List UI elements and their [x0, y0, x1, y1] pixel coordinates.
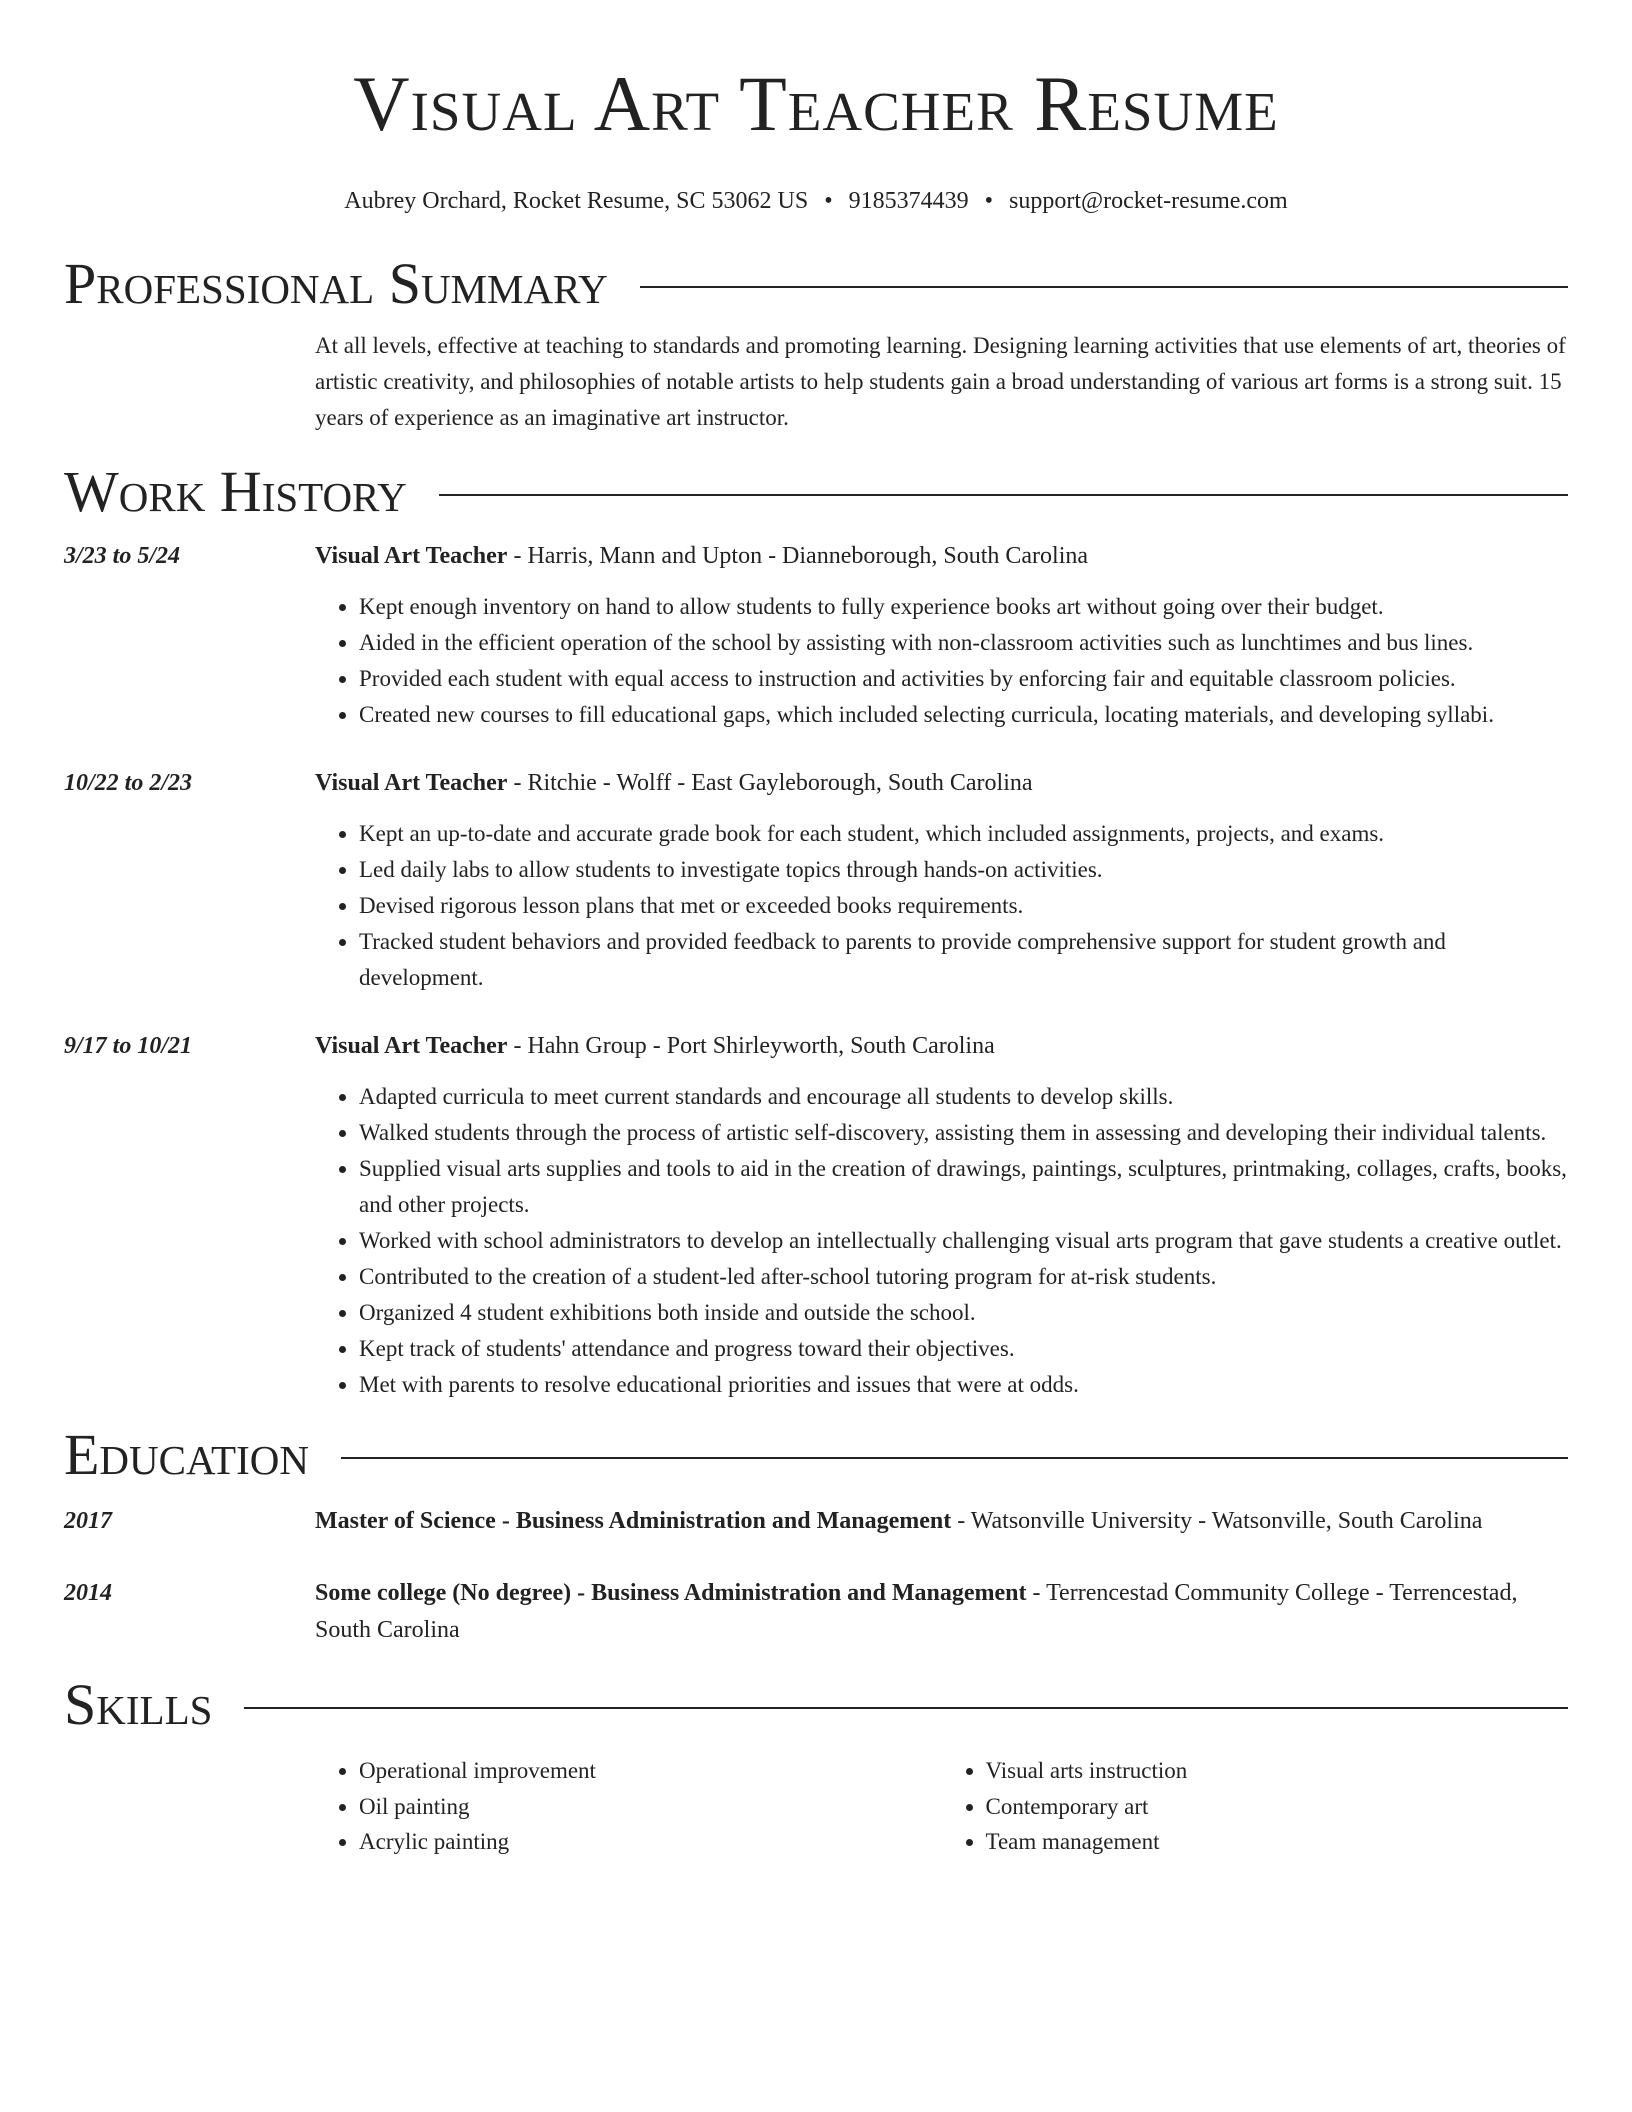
job-heading [315, 1028, 1568, 1065]
list-item: • Aided in the efficient operation of the school by assisting with non-classroom activities such as lunchtimes and bus lines. [359, 625, 1568, 661]
section-heading-summary: Professional Summary [64, 251, 608, 316]
education-degree: Master of Science - Business Administration and Management [315, 1508, 952, 1534]
list-item: • Walked students through the process of artistic self-discovery, assisting them in assessing and developing their individual talents. [359, 1115, 1568, 1151]
section-divider [439, 494, 1568, 496]
education-degree: Some college (No degree) - Business Administration and Management [315, 1580, 1027, 1606]
education-line [315, 1503, 1568, 1540]
section-heading-work: Work History [64, 459, 407, 524]
summary-body [315, 328, 1568, 436]
job-bullets [315, 589, 1568, 733]
skills-column-left [315, 1753, 942, 1860]
list-item: • Contributed to the creation of a student-led after-school tutoring program for at-risk students. [359, 1259, 1568, 1295]
list-item: • Kept enough inventory on hand to allow students to fully experience books art without going over their budget. [359, 589, 1568, 625]
contact-separator: • [984, 188, 994, 214]
resume-page [64, 0, 1568, 1860]
list-item: • Adapted curricula to meet current standards and encourage all students to develop skills. [359, 1079, 1568, 1115]
contact-separator: • [824, 188, 833, 214]
job-heading [315, 765, 1568, 802]
job-entry [64, 1028, 1568, 1403]
job-title: Visual Art Teacher [315, 543, 508, 569]
skills-list [315, 1753, 1568, 1860]
contact-address: Aubrey Orchard, Rocket Resume, SC 53062 US [344, 188, 809, 214]
job-details: - Hahn Group - Port Shirleyworth, South Carolina [507, 1033, 995, 1059]
education-year: 2014 [64, 1580, 112, 1606]
skill-item: • Contemporary art [986, 1789, 1569, 1825]
education-entry [64, 1575, 1568, 1649]
list-item: • Devised rigorous lesson plans that met or exceeded books requirements. [359, 888, 1568, 924]
contact-line [64, 186, 1568, 216]
education-year: 2017 [64, 1508, 112, 1534]
job-details: - Harris, Mann and Upton - Dianneborough, South Carolina [507, 543, 1089, 569]
education-section-header [64, 1422, 1568, 1487]
summary-section-header [64, 251, 1568, 316]
skill-item: • Acrylic painting [359, 1824, 942, 1860]
education-details: - Terrencestad Community College - Terrencestad, South Carolina [315, 1580, 1518, 1643]
education-line [315, 1575, 1568, 1649]
skill-item: • Operational improvement [359, 1753, 942, 1789]
job-entry [64, 765, 1568, 996]
list-item: • Supplied visual arts supplies and tools to aid in the creation of drawings, paintings, sculptures, printmaking, collages, crafts, books, and other projects. [359, 1151, 1568, 1223]
list-item: • Organized 4 student exhibitions both inside and outside the school. [359, 1295, 1568, 1331]
job-bullets [315, 816, 1568, 996]
skill-item: • Oil painting [359, 1789, 942, 1825]
list-item: • Led daily labs to allow students to investigate topics through hands-on activities. [359, 852, 1568, 888]
education-details: - Watsonville University - Watsonville, South Carolina [951, 1508, 1483, 1534]
education-content [315, 1575, 1568, 1649]
section-heading-education: Education [64, 1422, 309, 1487]
summary-text: At all levels, effective at teaching to standards and promoting learning. Designing learning activities that use elements of art, theories of artistic creativity, and philosophies of notable artists to help students gain a broad understanding of various art forms is a strong suit. 15 years of experience as an imaginative art instructor. [315, 333, 1566, 430]
list-item: • Kept track of students' attendance and progress toward their objectives. [359, 1331, 1568, 1367]
list-item: • Kept an up-to-date and accurate grade book for each student, which included assignments, projects, and exams. [359, 816, 1568, 852]
job-title: Visual Art Teacher [315, 1033, 508, 1059]
contact-phone: 9185374439 [848, 188, 969, 214]
job-details: - Ritchie - Wolff - East Gayleborough, South Carolina [507, 770, 1033, 796]
list-item: • Provided each student with equal access to instruction and activities by enforcing fair and equitable classroom policies. [359, 661, 1568, 697]
skills-section-header [64, 1672, 1568, 1737]
list-item: • Worked with school administrators to develop an intellectually challenging visual arts program that gave students a creative outlet. [359, 1223, 1568, 1259]
contact-email: support@rocket-resume.com [1009, 188, 1288, 214]
job-content [315, 1028, 1568, 1403]
job-dates: 3/23 to 5/24 [64, 543, 181, 569]
section-divider [244, 1707, 1568, 1709]
section-divider [341, 1457, 1568, 1459]
education-entry [64, 1503, 1568, 1540]
job-heading [315, 538, 1568, 575]
job-dates: 10/22 to 2/23 [64, 770, 193, 796]
job-bullets [315, 1079, 1568, 1403]
skill-item: • Team management [986, 1824, 1569, 1860]
education-content [315, 1503, 1568, 1540]
skills-column-right [942, 1753, 1569, 1860]
job-title: Visual Art Teacher [315, 770, 508, 796]
job-dates: 9/17 to 10/21 [64, 1033, 193, 1059]
list-item: • Created new courses to fill educational gaps, which included selecting curricula, locating materials, and developing syllabi. [359, 697, 1568, 733]
job-content [315, 765, 1568, 996]
skill-item: • Visual arts instruction [986, 1753, 1569, 1789]
job-entry [64, 538, 1568, 733]
list-item: • Met with parents to resolve educational priorities and issues that were at odds. [359, 1367, 1568, 1403]
resume-title: Visual Art Teacher Resume [353, 60, 1279, 147]
job-content [315, 538, 1568, 733]
section-heading-skills: Skills [64, 1672, 213, 1737]
work-section-header [64, 459, 1568, 524]
section-divider [640, 286, 1568, 288]
list-item: • Tracked student behaviors and provided feedback to parents to provide comprehensive support for student growth and development. [359, 924, 1568, 996]
